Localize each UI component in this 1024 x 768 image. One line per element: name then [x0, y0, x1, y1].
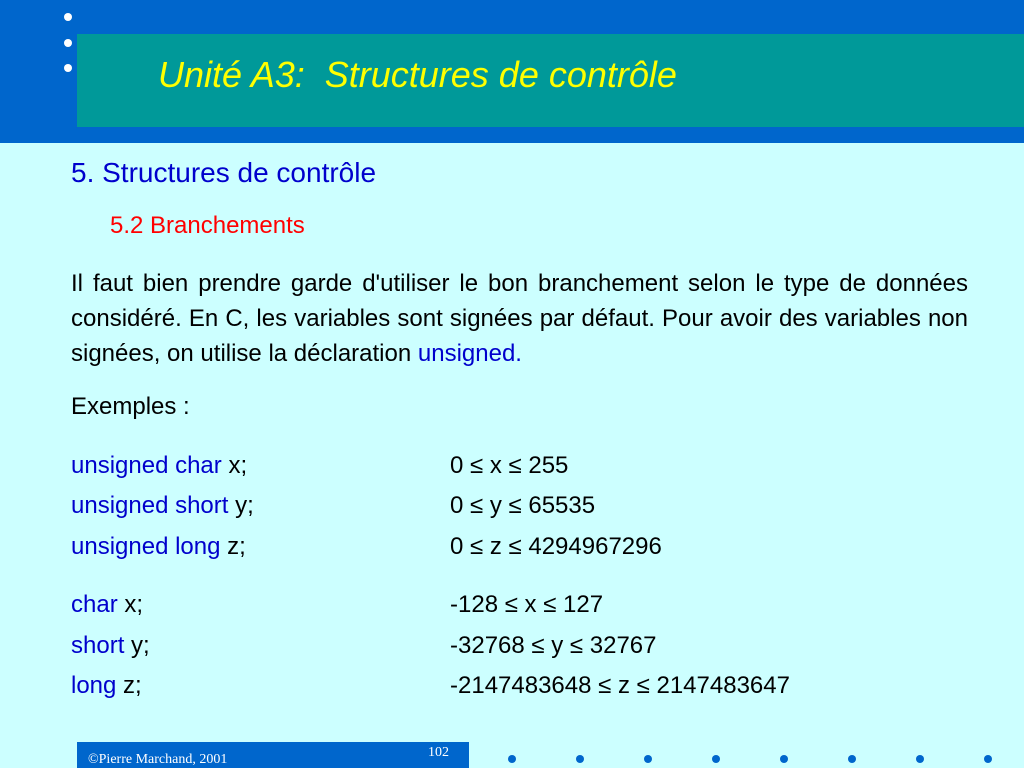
code-row	[71, 492, 971, 524]
variable: y;	[228, 492, 254, 519]
paragraph-text: Il faut bien prendre garde d'utiliser le bon branchement selon le type de données considéré. En C, les variables sont signées par défaut. Pour avoir des variables non signées, on utilise la déclaration	[71, 270, 968, 367]
decorative-dot	[576, 755, 584, 763]
decorative-dot	[64, 64, 72, 72]
decorative-dot	[984, 755, 992, 763]
code-row	[71, 632, 971, 664]
variable: x;	[117, 591, 144, 618]
decorative-dot	[712, 755, 720, 763]
unsigned-keyword: unsigned.	[417, 340, 522, 367]
declaration	[71, 672, 142, 700]
type-keyword: unsigned char	[71, 452, 222, 479]
value-range: 0 ≤ y ≤ 65535	[450, 492, 596, 519]
variable: z;	[116, 672, 142, 699]
variable: z;	[220, 533, 246, 560]
copyright-text: ©Pierre Marchand, 2001	[88, 752, 228, 767]
slide-title: Unité A3: Structures de contrôle	[158, 54, 677, 95]
variable: y;	[124, 632, 150, 659]
decorative-dot	[780, 755, 788, 763]
type-keyword: unsigned short	[71, 492, 229, 519]
code-row	[71, 533, 971, 565]
decorative-dot	[848, 755, 856, 763]
value-range: 0 ≤ x ≤ 255	[450, 452, 569, 479]
type-keyword: unsigned long	[71, 533, 221, 560]
declaration	[71, 632, 150, 660]
variable: x;	[221, 452, 248, 479]
type-keyword: char	[71, 591, 118, 618]
value-range: -128 ≤ x ≤ 127	[450, 591, 604, 618]
decorative-dot	[508, 755, 516, 763]
body-paragraph	[71, 266, 968, 371]
value-range: 0 ≤ z ≤ 4294967296	[450, 533, 662, 560]
type-keyword: short	[71, 632, 125, 659]
declaration	[71, 591, 143, 619]
value-range: -2147483648 ≤ z ≤ 2147483647	[450, 672, 790, 699]
subsection-heading: 5.2 Branchements	[110, 212, 305, 239]
decorative-dot	[916, 755, 924, 763]
code-row	[71, 591, 971, 623]
page-number: 102	[428, 745, 449, 760]
value-range: -32768 ≤ y ≤ 32767	[450, 632, 657, 659]
code-row	[71, 672, 971, 704]
code-row	[71, 452, 971, 484]
decorative-dot	[644, 755, 652, 763]
declaration	[71, 492, 254, 520]
decorative-dot	[64, 39, 72, 47]
type-keyword: long	[71, 672, 117, 699]
section-heading: 5. Structures de contrôle	[71, 157, 377, 188]
decorative-dot	[64, 13, 72, 21]
examples-label: Exemples :	[71, 393, 190, 420]
declaration	[71, 533, 246, 561]
declaration	[71, 452, 247, 480]
